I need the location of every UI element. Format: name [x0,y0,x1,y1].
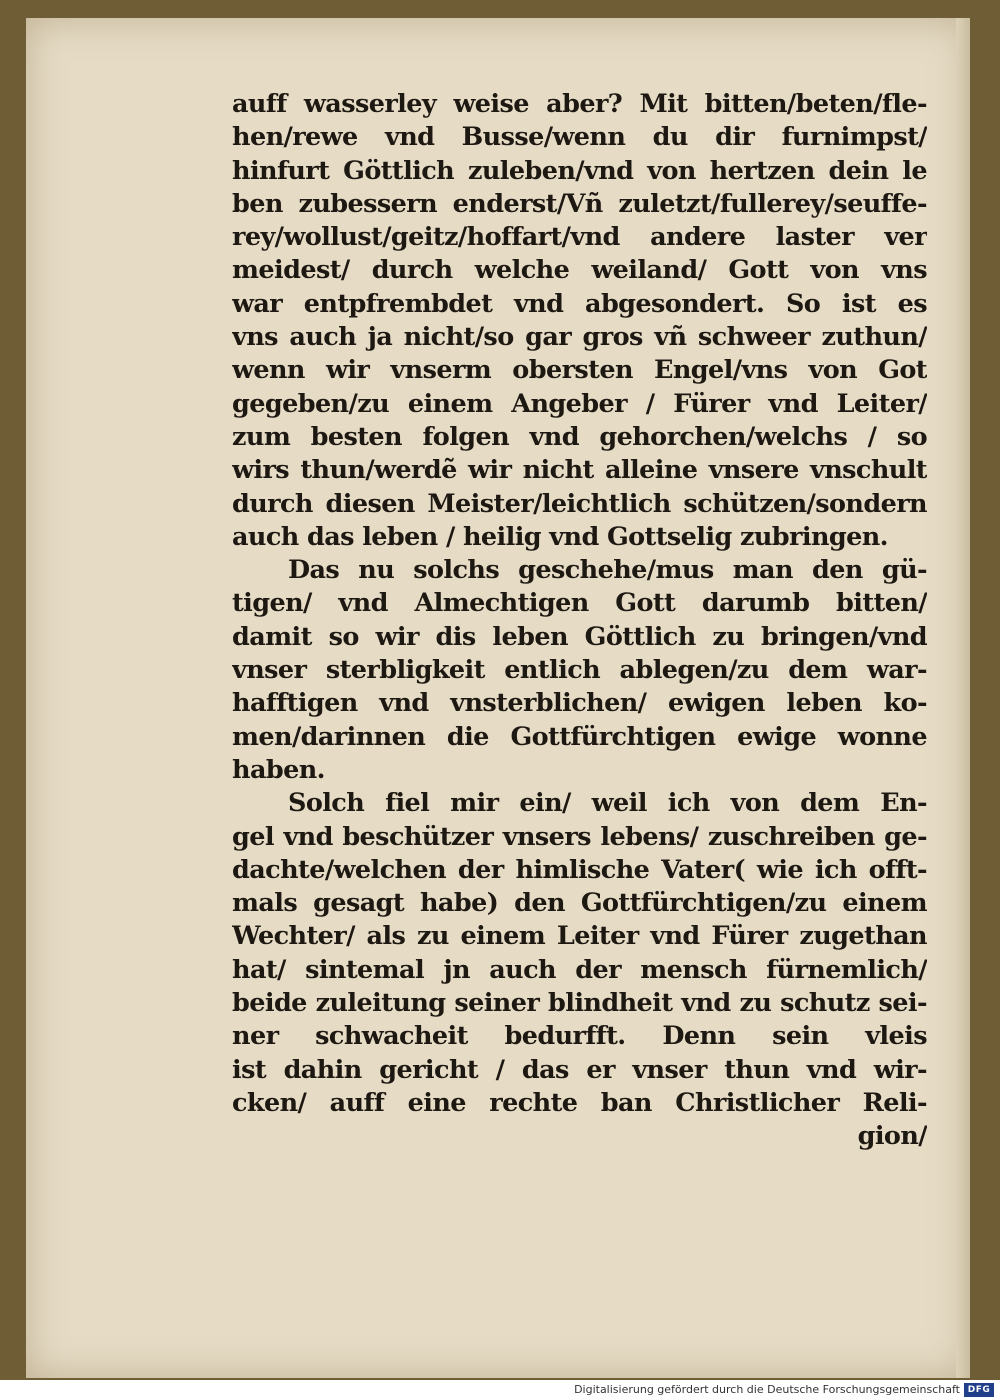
text-line: durch diesen Meister/leichtlich schützen/sondern [232,488,927,519]
text-line: hinfurt Göttlich zuleben/vnd von hertzen dein le [232,155,927,186]
text-line: rey/wollust/geitz/hoffart/vnd andere laster ver [232,222,927,253]
text-line: vnser sterbligkeit entlich ablegen/zu dem war- [232,655,927,686]
text-line: wirs thun/werdẽ wir nicht alleine vnsere vnschult [232,455,927,486]
text-line: Das nu solchs geschehe/mus man den gü- [288,555,927,586]
text-line: vns auch ja nicht/so gar gros vñ schweer zuthun/ [232,322,927,353]
dfg-logo: DFG [964,1383,994,1397]
text-line: ner schwacheit bedurfft. Denn sein vleis [232,1021,927,1052]
text-line: meidest/ durch welche weiland/ Gott von vns [232,255,927,286]
text-line: hen/rewe vnd Busse/wenn du dir furnimpst/ [232,122,927,153]
text-line: ist dahin gericht / das er vnser thun vnd wir- [232,1054,927,1085]
text-line: ben zubessern enderst/Vñ zuletzt/fullerey/seuffe- [232,188,927,219]
digitization-footer [0,1380,1000,1400]
text-line: auff wasserley weise aber? Mit bitten/beten/fle- [232,89,927,119]
text-line: beide zuleitung seiner blindheit vnd zu schutz sei- [232,988,927,1019]
text-line: Wechter/ als zu einem Leiter vnd Fürer zugethan [232,921,927,952]
page-text-block [232,88,927,1154]
text-line: hafftigen vnd vnsterblichen/ ewigen leben ko- [232,688,927,719]
text-line: mals gesagt habe) den Gottfürchtigen/zu einem [232,888,927,919]
text-line: hat/ sintemal jn auch der mensch fürnemlich/ [232,954,927,985]
text-line: tigen/ vnd Almechtigen Gott darumb bitten/ [232,588,927,619]
text-line: zum besten folgen vnd gehorchen/welchs / so [232,421,927,452]
catchword: gion/ [857,1121,927,1152]
text-line: war entpfrembdet vnd abgesondert. So ist es [232,288,927,319]
text-line: wenn wir vnserm obersten Engel/vns von Got [232,355,927,386]
text-line: haben. [232,754,325,785]
text-line: auch das leben / heilig vnd Gottselig zubringen. [232,521,888,552]
text-line: Solch fiel mir ein/ weil ich von dem En- [288,788,927,819]
text-line: gegeben/zu einem Angeber / Fürer vnd Leiter/ [232,388,927,419]
footer-credit: Digitalisierung gefördert durch die Deutsche Forschungsgemeinschaft [574,1383,960,1396]
text-line: dachte/welchen der himlische Vater( wie ich offt- [232,854,927,885]
page-edge [956,18,970,1378]
text-line: cken/ auff eine rechte ban Christlicher Reli- [232,1087,927,1118]
text-line: gel vnd beschützer vnsers lebens/ zuschreiben ge- [232,821,927,852]
text-line: damit so wir dis leben Göttlich zu bringen/vnd [232,621,927,652]
text-line: men/darinnen die Gottfürchtigen ewige wonne [232,721,927,752]
